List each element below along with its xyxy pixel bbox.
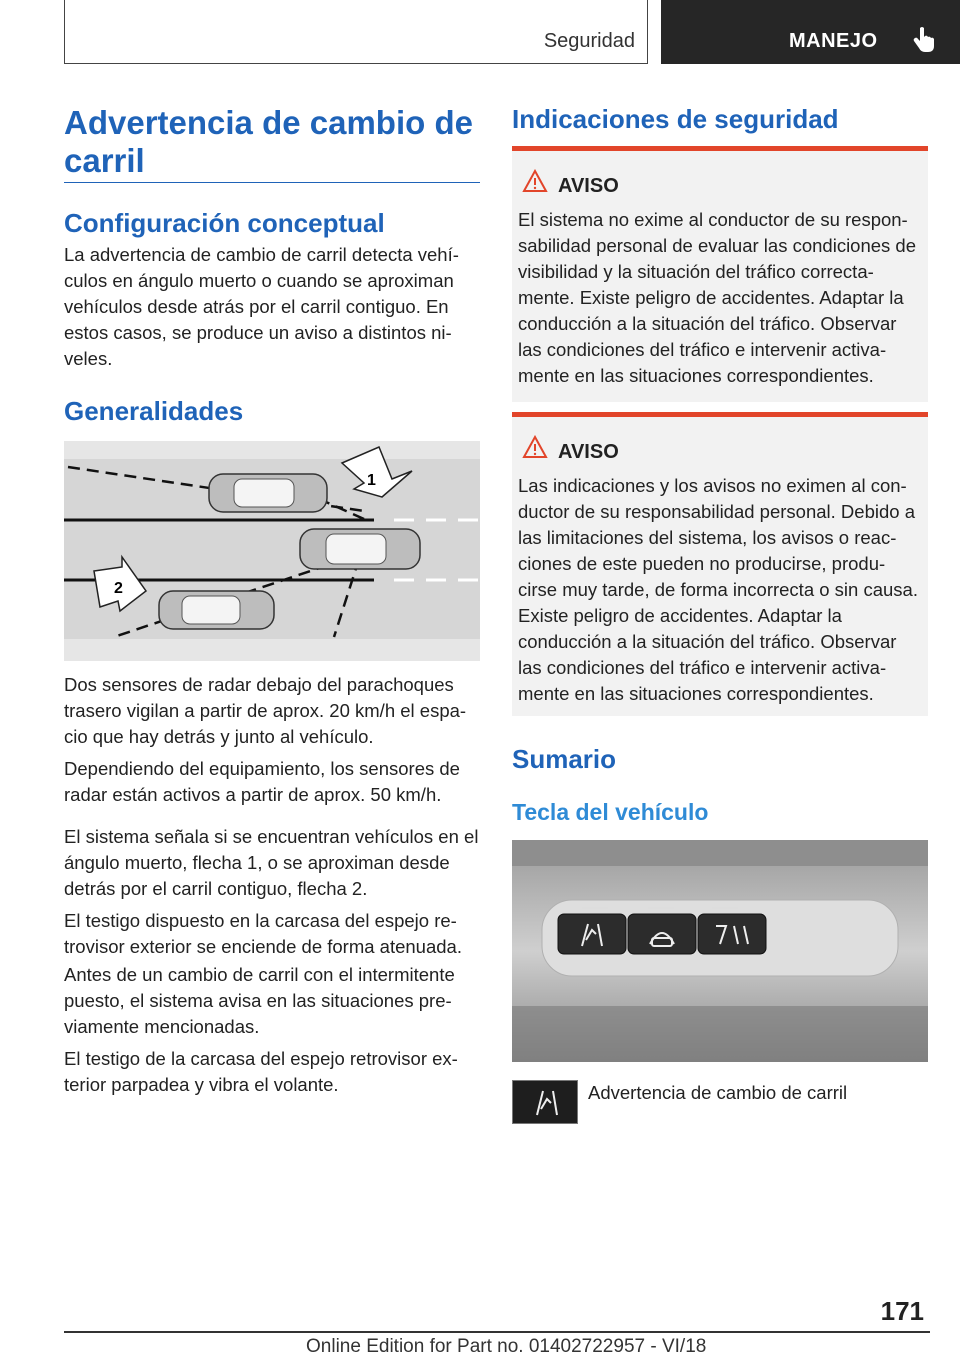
warning-triangle-icon [522, 169, 548, 193]
car-bottom [159, 591, 274, 629]
road-illustration [64, 441, 480, 661]
concept-heading: Configuración conceptual [64, 208, 385, 238]
concept-text: La advertencia de cambio de carril detecta vehí-culos en ángulo muerto o cuando se aproximan vehículos desde atrás por el carril contiguo. En estos casos, se produce un aviso a distintos ni-veles. [64, 244, 459, 369]
arrow-1-label: 1 [367, 472, 376, 489]
footer-rule [64, 1331, 930, 1333]
header-chapter-tab [661, 0, 960, 64]
warning-triangle-icon [522, 435, 548, 459]
lane-change-icon [513, 1081, 577, 1123]
left-paragraph-5: Antes de un cambio de carril con el intermitente puesto, el sistema avisa en las situaciones pre-viamente mencionadas. [64, 964, 455, 1037]
warning-box-2 [512, 412, 928, 716]
blind-spot-figure [64, 441, 480, 661]
footer-edition: Online Edition for Part no. 01402722957 - VI/18 [306, 1336, 707, 1357]
warning-title-1: AVISO [558, 175, 619, 197]
page-number: 171 [880, 1296, 924, 1326]
page-title: Advertencia de cambio de carril [64, 104, 473, 179]
legend-text: Advertencia de cambio de carril [588, 1082, 848, 1103]
warning-title-2: AVISO [558, 441, 619, 463]
left-paragraph-3: El sistema señala si se encuentran vehículos en el ángulo muerto, flecha 1, o se aproximan desde detrás por el carril contiguo, flecha 2. [64, 826, 479, 899]
warning-text-1: El sistema no exime al conductor de su respon-sabilidad personal de evaluar las condiciones de visibilidad y la situación del tráfico correcta-mente. Existe peligro de accidentes. Adaptar la conducción a la situación del tráfico. Observar las condiciones del tráfico e intervenir activa-mente en las situaciones correspondientes. [518, 209, 917, 386]
safety-heading: Indicaciones de seguridad [512, 104, 839, 134]
car-top [209, 474, 327, 512]
header-section-label: Seguridad [543, 30, 635, 52]
title-rule [64, 182, 480, 183]
header-section-tab [64, 0, 648, 64]
left-paragraph-1: Dos sensores de radar debajo del parachoques trasero vigilan a partir de aprox. 20 km/h el espa-cio que hay detrás y junto al vehículo. [64, 674, 467, 747]
warning-text-2: Las indicaciones y los avisos no eximen al con-ductor de su responsabilidad personal. Debido a las limitaciones del sistema, los avisos o reac-ciones de este pueden no producirse, produ-cirse muy tarde, de forma incorrecta o sin causa. Existe peligro de accidentes. Adaptar la conducción a la situación del tráfico. Observar las condiciones del tráfico e intervenir activa-mente en las situaciones correspondientes. [518, 475, 918, 704]
key-heading: Tecla del vehículo [512, 799, 709, 825]
header-chapter-label: MANEJO [789, 30, 878, 52]
hand-pointer-icon [913, 26, 935, 52]
button-panel-photo [512, 840, 928, 1062]
general-heading: Generalidades [64, 396, 244, 426]
car-middle [300, 529, 420, 569]
left-paragraph-6: El testigo de la carcasa del espejo retrovisor ex-terior parpadea y vibra el volante. [64, 1048, 458, 1095]
arrow-2-label: 2 [114, 580, 123, 597]
warning-box-1 [512, 146, 928, 402]
left-paragraph-2: Dependiendo del equipamiento, los sensores de radar están activos a partir de aprox. 50 km/h. [64, 758, 460, 805]
summary-heading: Sumario [512, 744, 617, 774]
left-paragraph-4: El testigo dispuesto en la carcasa del espejo re-trovisor exterior se enciende de forma atenuada. [64, 910, 462, 957]
legend-button-image [512, 1080, 578, 1124]
